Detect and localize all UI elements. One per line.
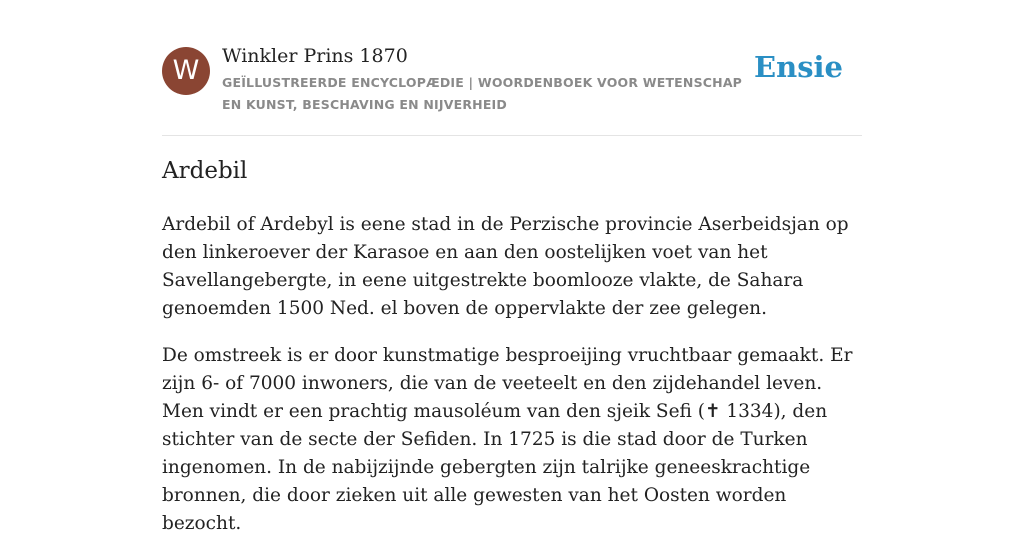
entry-title: Ardebil — [162, 158, 248, 184]
source-subtitle: GEÏLLUSTREERDE ENCYCLOPÆDIE | WOORDENBOEK VOOR WETENSCHAP EN KUNST, BESCHAVING EN NIJVERHEID — [222, 75, 743, 112]
source-header — [162, 0, 862, 136]
source-avatar[interactable]: W — [162, 47, 210, 95]
entry-body — [162, 211, 862, 557]
entry-paragraph: De omstreek is er door kunstmatige besproeijing vruchtbaar gemaakt. Er zijn 6- of 7000 inwoners, die van de veeteelt en den zijdehandel leven. Men vindt er een prachtig mausoléum van den sjeik Sefi (✝ 1334), den stichter van de secte der Sefiden. In 1725 is die stad door de Turken ingenomen. In de nabijzijnde gebergten zijn talrijke geneeskrachtige bronnen, die door zieken uit alle gewesten van het Oosten worden bezocht. — [162, 345, 853, 534]
ensie-logo-link[interactable]: Ensie — [754, 50, 843, 84]
source-title[interactable]: Winkler Prins 1870 — [222, 45, 408, 67]
page-container — [162, 0, 862, 534]
entry-paragraph: Ardebil of Ardebyl is eene stad in de Perzische provincie Aserbeidsjan op den linkeroever der Karasoe en aan den oostelijken voet van het Savellangebergte, in eene uitgestrekte boomlooze vlakte, de Sahara genoemden 1500 Ned. el boven de oppervlakte der zee gelegen. — [162, 214, 849, 319]
